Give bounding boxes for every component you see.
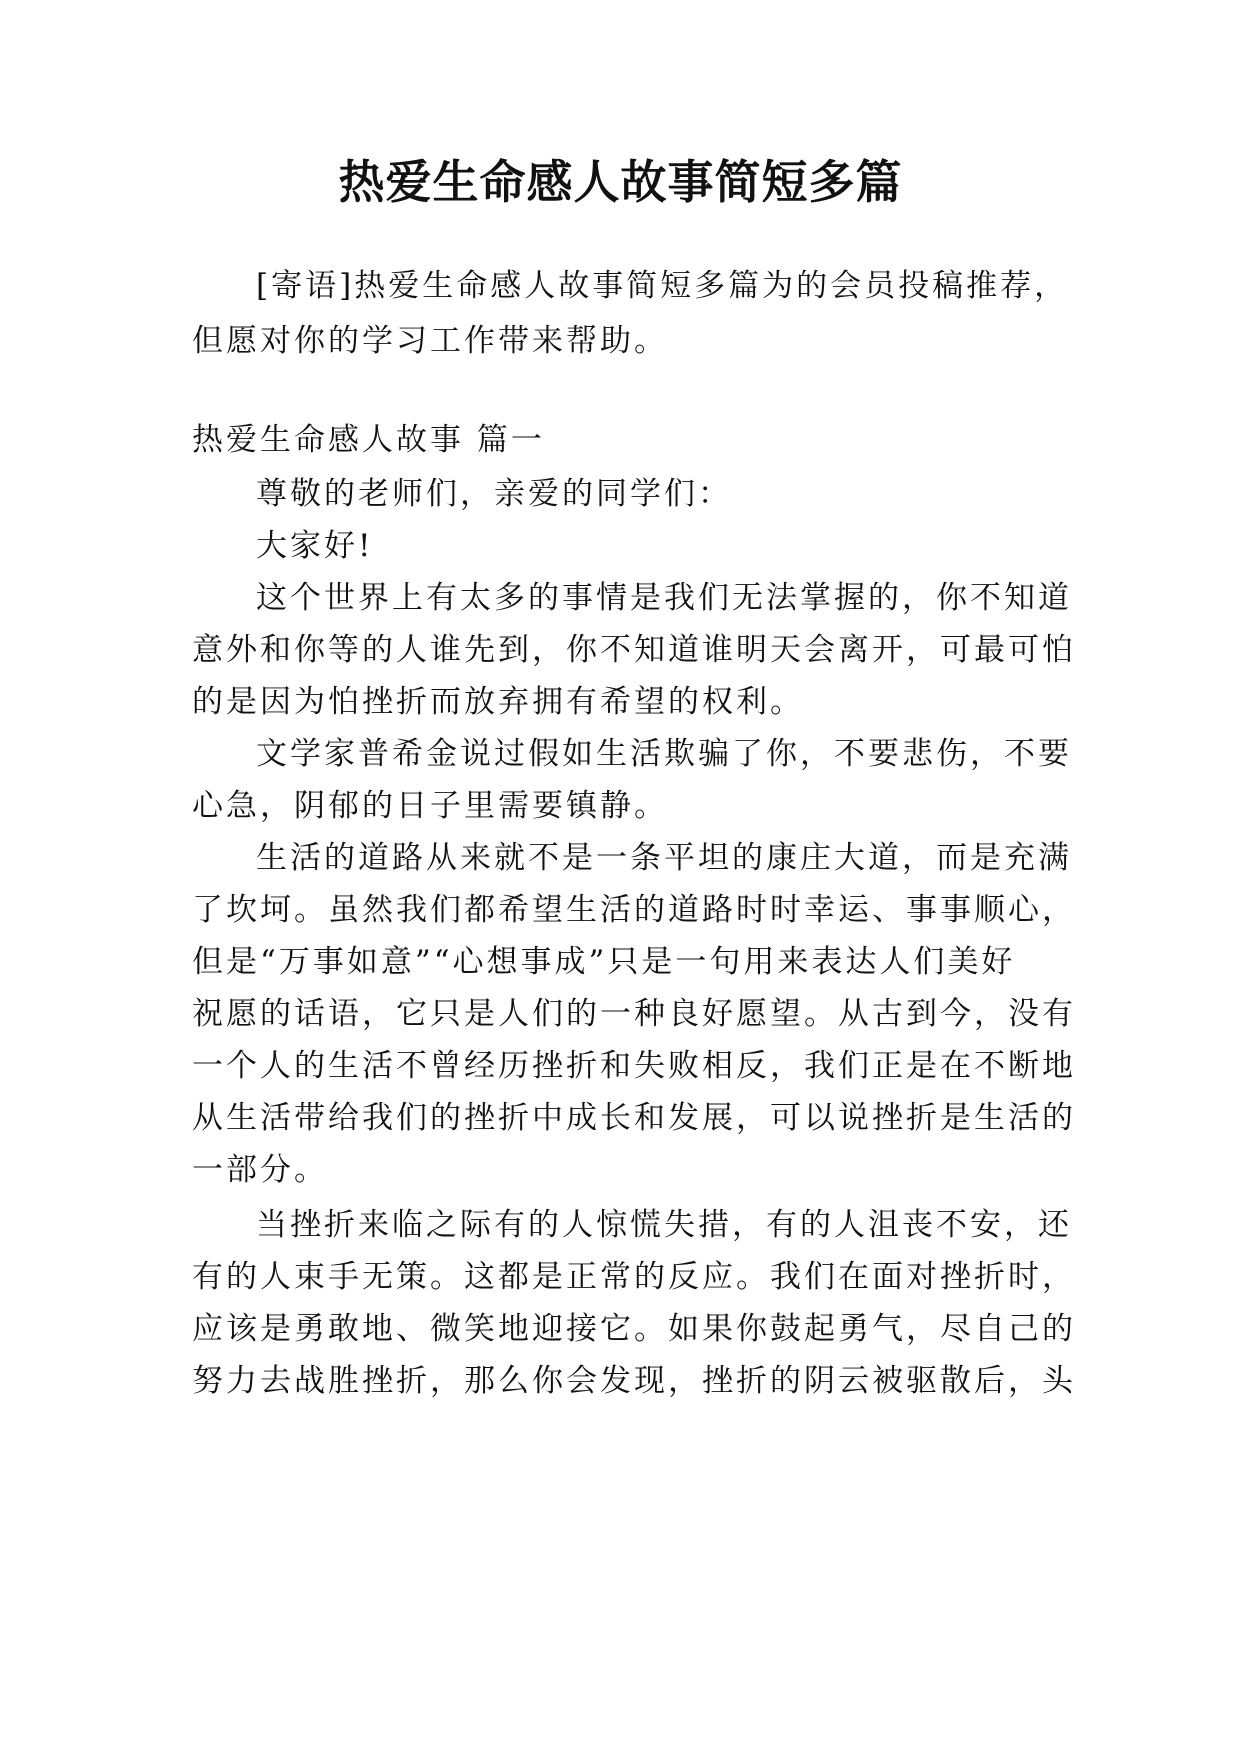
paragraph-line: 努力去战胜挫折，那么你会发现，挫折的阴云被驱散后，头 <box>192 1363 1076 1399</box>
paragraph-line: 心急，阴郁的日子里需要镇静。 <box>192 788 668 824</box>
document-title: 热爱生命感人故事简短多篇 <box>338 155 903 209</box>
paragraph-line: 生活的道路从来就不是一条平坦的康庄大道，而是充满 <box>256 840 1072 876</box>
greeting-line: 大家好! <box>256 528 374 564</box>
paragraph-line: 一个人的生活不曾经历挫折和失败相反，我们正是在不断地 <box>192 1048 1076 1084</box>
paragraph-line: 的是因为怕挫折而放弃拥有希望的权利。 <box>192 684 804 720</box>
paragraph-line: 但是“万事如意”“心想事成”只是一句用来表达人们美好 <box>192 944 1016 980</box>
paragraph-line: 文学家普希金说过假如生活欺骗了你，不要悲伤，不要 <box>256 736 1072 772</box>
paragraph-line: 从生活带给我们的挫折中成长和发展，可以说挫折是生活的 <box>192 1100 1076 1136</box>
paragraph-line: 意外和你等的人谁先到，你不知道谁明天会离开，可最可怕 <box>192 632 1076 668</box>
intro-line: [寄语]热爱生命感人故事简短多篇为的会员投稿推荐， <box>256 268 1069 304</box>
paragraph-line: 了坎坷。虽然我们都希望生活的道路时时幸运、事事顺心， <box>192 892 1076 928</box>
paragraph-line: 祝愿的话语，它只是人们的一种良好愿望。从古到今，没有 <box>192 996 1076 1032</box>
paragraph-line: 有的人束手无策。这都是正常的反应。我们在面对挫折时， <box>192 1259 1076 1295</box>
paragraph-line: 一部分。 <box>192 1152 328 1188</box>
paragraph-line: 应该是勇敢地、微笑地迎接它。如果你鼓起勇气，尽自己的 <box>192 1311 1076 1347</box>
section-heading: 热爱生命感人故事 篇一 <box>192 422 545 458</box>
greeting-line: 尊敬的老师们，亲爱的同学们： <box>256 476 732 512</box>
paragraph-line: 当挫折来临之际有的人惊慌失措，有的人沮丧不安，还 <box>256 1207 1072 1243</box>
intro-line: 但愿对你的学习工作带来帮助。 <box>192 323 668 359</box>
paragraph-line: 这个世界上有太多的事情是我们无法掌握的，你不知道 <box>256 580 1072 616</box>
